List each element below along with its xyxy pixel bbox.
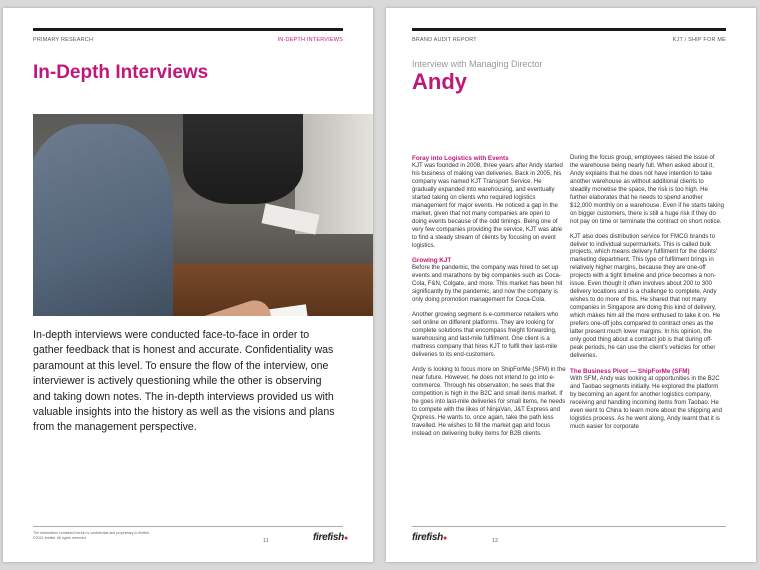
section-heading: The Business Pivot — ShipForMe (SFM) — [570, 367, 690, 375]
body-paragraph: With SFM, Andy was looking at opportunities in the B2C and Taobao segments initially. He explored the platform by becoming an agent for another logistics company, receiving and handling incoming items from Taobao. He even went to China to learn more about the shipping and logistics process. As he went along, Andy learnt that it is much easier for corporate — [570, 375, 722, 430]
client-label: KJT / SHIP FOR ME — [672, 37, 726, 43]
section-heading: Foray into Logistics with Events — [412, 155, 509, 162]
firefish-logo — [313, 532, 348, 543]
photo-person-left — [33, 124, 173, 316]
header-rule — [412, 28, 726, 31]
body-paragraph: KJT was founded in 2008, three years after Andy started his business of making van deliveries. Back in 2005, his company was named KJT Transport Service. He gradually expanded into warehousing, and eventually started taking on clients who required logistics management for major events. He noticed a gap in the market, given that not many companies are open to doing events because of the odd timings. Being one of very few companies providing the service, KJT was able to find a steady stream of clients by focusing on event logistics. — [412, 163, 563, 249]
interview-photo — [33, 114, 373, 316]
text-column-2 — [570, 155, 724, 439]
footer-rule — [412, 526, 726, 527]
chapter-label: IN-DEPTH INTERVIEWS — [277, 37, 343, 43]
text-column-1 — [412, 155, 566, 446]
left-page — [3, 8, 373, 562]
body-paragraph: Before the pandemic, the company was hired to set up events and marathons by big companies such as Coca-Cola, F&N, Colgate, and more. This market has been hit significantly by the pandemic, and now the company is only doing promotion management for Coca-Cola. — [412, 265, 563, 304]
body-paragraph: KJT also does distribution service for FMCG brands to deliver to individual supermarkets. This is called bulk projects, which means delivery fulfilment for the clients' marketing department. This type of fulfilment brings in relatively higher margins, because they are one-off projects with a tight timeline and price becomes a non-issue. Even though it often involves about 200 to 300 delivery locations and is a challenge to complete, Andy wishes to do more of this. He shared that not many companies in Singapore are doing this kind of delivery, which makes him all the more enthused to take it on. He prefers one-off jobs compared to contract ones as the latter present much lower margins. In his opinion, the only good thing about a contract job is that during off-peak periods, he can use the client's vehicles for other deliveries. — [570, 233, 721, 359]
page-number: 12 — [492, 538, 499, 544]
interviewee-name: Andy — [412, 69, 467, 94]
photo-person-right — [183, 114, 303, 204]
logo-dot-icon: ● — [442, 535, 447, 542]
page-title: In-Depth Interviews — [33, 62, 209, 83]
body-paragraph: During the focus group, employees raised the issue of the warehouse being nearly full. When asked about it, Andy explains that he does not have intention to take another warehouse as without additional clients to steadily monetise the space, the risk is too high. He further elaborates that he needs to spend another $12,000 monthly on a warehouse. Even if he starts taking on bigger customers, there is still a huge risk if they do not pay on time or terminate the contract on short notice. — [570, 155, 724, 225]
logo-text: firefish — [412, 532, 443, 543]
body-paragraph: Another growing segment is e-commerce retailers who sell online on different platforms. They are looking for complete solutions that encompass freight forwarding, warehousing and last-mile fulfilment. One client is a mattress company that hires KJT to fulfil their last-mile deliveries to its end-customers. — [412, 312, 559, 359]
firefish-logo — [412, 532, 447, 543]
logo-text: firefish — [313, 532, 344, 543]
logo-dot-icon: ● — [343, 535, 348, 542]
section-heading: Growing KJT — [412, 257, 452, 265]
interview-subtitle: Interview with Managing Director — [412, 59, 543, 69]
page-number: 11 — [263, 538, 269, 544]
report-label: BRAND AUDIT REPORT — [412, 37, 477, 43]
header-rule — [33, 28, 343, 31]
intro-paragraph: In-depth interviews were conducted face-to-face in order to gather feedback that is honest and accurate. Confidentiality was paramount at this level. To ensure the flow of the interview, one interviewer is actively questioning while the other is observing and taking down notes. The in-depth interviews provided us with valuable insights into the history as well as the visions and plans from the management perspective. — [33, 329, 335, 434]
right-page — [386, 8, 756, 562]
footer-note-line: The information contained herein is confidential and proprietary to firefish. — [33, 531, 151, 535]
footer-rule — [33, 526, 343, 527]
footer-note — [33, 531, 150, 541]
body-paragraph: Andy is looking to focus more on ShipForMe (SFM) in the near future. However, he does not intend to go into e-commerce. Through his observation, he sees that the competition is high in the B2C and small items market. If he goes into last-mile deliveries for small items, he needs to compete with the likes of NinjaVan, J&T Express and Qxpress. He wants to, once again, take the path less travelled. He wishes to fill the market gap and focus instead on delivering bulky items for B2B clients. — [412, 366, 566, 437]
footer-note-line: ©2021 firefish. All rights reserved — [33, 536, 86, 540]
section-label: PRIMARY RESEARCH — [33, 37, 94, 43]
